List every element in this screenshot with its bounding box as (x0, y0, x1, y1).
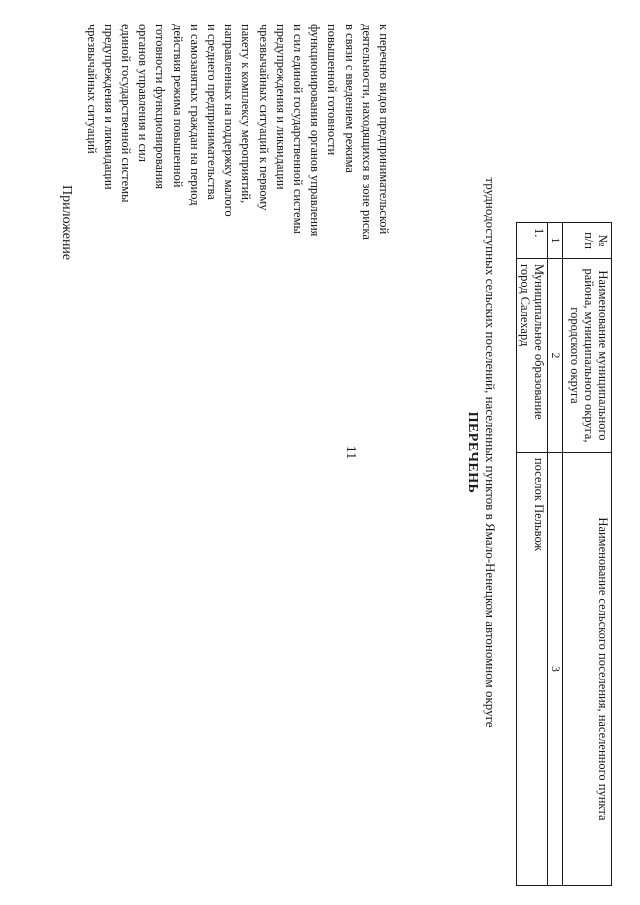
table-index-row (548, 223, 563, 886)
appendix-line: предупреждения и ликвидации (273, 24, 288, 190)
header-num: № п/п (563, 223, 612, 259)
appendix-line: деятельности, находящихся в зоне риска (359, 24, 374, 240)
document-subtitle: труднодоступных сельских поселений, населенных пунктов в Ямало-Ненецком автономном округе (483, 177, 498, 728)
appendix-line: чрезвычайных ситуаций (84, 24, 99, 154)
row-settlement: поселок Пельвож (517, 452, 548, 885)
appendix-line: повышенной готовности (325, 24, 340, 156)
document-title: ПЕРЕЧЕНЬ (465, 411, 480, 494)
settlements-table (516, 222, 612, 886)
index-cell-3: 3 (548, 452, 563, 885)
index-cell-1: 1 (548, 223, 563, 259)
table-row (517, 223, 548, 886)
appendix-line: органов управления и сил (136, 24, 151, 162)
index-cell-2: 2 (548, 259, 563, 453)
table-header-row (563, 223, 612, 886)
appendix-line: действия режима повышенной (170, 24, 185, 188)
appendix-line: и самозанятых граждан на период (187, 24, 202, 206)
appendix-title: Приложение (59, 185, 74, 261)
row-num: 1. (517, 223, 548, 259)
appendix-line: готовности функционирования (153, 24, 168, 190)
appendix-line: к перечню видов предпринимательской (377, 24, 391, 235)
appendix-line: направленных на поддержку малого (222, 24, 237, 217)
appendix-line: и сил единой государственной системы (290, 24, 305, 234)
row-municipality: Муниципальное образование город Салехард (517, 259, 548, 453)
appendix-line: пакету к комплексу мероприятий, (239, 24, 254, 204)
header-municipality: Наименование муниципального района, муниципального округа, городского округа (563, 259, 612, 453)
header-settlement: Наименование сельского поселения, населенного пункта (563, 452, 612, 885)
appendix-description (82, 24, 392, 414)
appendix-line: чрезвычайных ситуаций к первому (256, 24, 271, 211)
appendix-line: и среднего предпринимательства (204, 24, 219, 200)
appendix-line: предупреждения и ликвидации (101, 24, 116, 190)
appendix-line: в связи с введением режима (342, 24, 357, 173)
page-number: 11 (343, 445, 358, 460)
appendix-line: единой государственной системы (118, 24, 133, 203)
appendix-line: функционирования органов управления (308, 24, 323, 237)
